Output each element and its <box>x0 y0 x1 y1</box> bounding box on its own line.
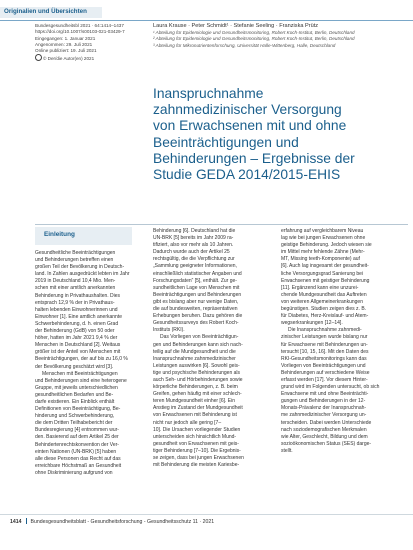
text-line: sundheitlichen Lage von Menschen mit <box>153 284 240 291</box>
header-rule <box>0 20 413 21</box>
text-column-1 <box>35 250 139 477</box>
text-line: der Bevölkerung geschätzt wird [3]. <box>35 363 114 370</box>
text-line: gesundheit von Erwachsenen mit geis- <box>153 440 239 447</box>
title-line: zahnmedizinischer Versorgung <box>153 102 342 118</box>
article-title <box>153 86 408 183</box>
text-line: Bundesregierung [4] entnommen wur- <box>35 427 119 434</box>
text-line: Forschungsdaten“ [5], enthält. Zur ge- <box>153 277 237 284</box>
meta-copyright: © Der/die Autor(en) 2021 <box>35 54 137 62</box>
text-line: und Behinderungen betreffen einen <box>35 257 114 264</box>
title-line: Behinderungen – Ergebnisse der <box>153 150 355 166</box>
text-line: für Erwachsene mit Behinderungen un- <box>281 341 368 348</box>
text-line: geistige Behinderung. Jedoch wiesen sie <box>281 242 372 249</box>
footer-separator <box>26 518 27 524</box>
text-line: stellt. <box>281 447 293 454</box>
footer-rule <box>0 514 413 515</box>
text-line: UN-BRK [5] bereits im Jahr 2009 ra- <box>153 235 234 242</box>
meta-doi[interactable]: https://doi.org/10.1007/s00103-021-03429-7 <box>35 29 125 35</box>
text-line: einten Nationen (UN-BRK) [5] haben <box>35 448 117 455</box>
text-line: Definitionen von Beeinträchtigung, Be- <box>35 406 121 413</box>
text-line: auch Seh- und Hörbehinderungen sowie <box>153 376 243 383</box>
text-line: Gesundheitliche Beeinträchtigungen <box>35 250 116 256</box>
text-line: erreichbare Höchstmaß an Gesundheit <box>35 462 122 469</box>
section-rule <box>35 224 408 225</box>
text-line: Instituts (RKI). <box>153 327 185 334</box>
text-line: tige und psychische Behinderungen als <box>153 369 241 376</box>
text-line: [11]. Ergänzend kann eine unzurei- <box>281 284 359 291</box>
text-line: Leistungen auswirken [6]. Sowohl geis- <box>153 362 240 369</box>
meta-published: Online publiziert: 19. Juli 2021 <box>35 48 97 54</box>
text-line: körperliche Behinderungen, z. B. beim <box>153 384 238 391</box>
text-line: die auf bundesweiten, repräsentativen <box>153 306 238 313</box>
text-line: 10]. Die Ursachen vorliegender Studien <box>153 426 241 433</box>
text-line: einschließlich statistischer Angaben und <box>153 270 242 277</box>
text-line: gen und Behinderungen kann sich nach- <box>153 341 243 348</box>
text-line: gesundheitlichen Bedarfen und Be- <box>35 391 114 398</box>
text-line: grund wird im Folgenden untersucht, ob sich <box>281 384 380 391</box>
text-line: sozioökonomischen Status (SES) darge- <box>281 440 372 447</box>
text-line: Greifen, gehen häufig mit einer schlech- <box>153 391 242 398</box>
text-line: schen mit einer amtlich anerkannten <box>35 285 116 292</box>
text-line: terscheiden. Dabei werden Unterschiede <box>281 419 372 426</box>
text-line: darfe existieren. Ein Einblick enthält <box>35 398 115 405</box>
journal-name: Bundesgesundheitsblatt - Gesundheitsforschung - Gesundheitsschutz 11 · 2021 <box>30 519 215 525</box>
text-line: Behinderung in Privathaushalten. Dies <box>35 292 121 299</box>
text-line: im Mittel mehr fehlende Zähne (Mehr- <box>281 249 365 256</box>
affiliation-2: ² Abteilung für Epidemiologie und Gesundheitsmonitoring, Robert Koch-Institut, Berlin, Deutschland <box>153 36 355 42</box>
text-column-2 <box>153 228 257 469</box>
text-line: liche Versorgungsgrad Sanierung bei <box>281 270 363 277</box>
text-line: von Erwachsenen mit Behinderung ist <box>153 412 237 419</box>
rubric-text: Originalien und Übersichten <box>4 8 87 15</box>
article-meta <box>35 23 137 63</box>
affiliation-3: ³ Abteilung für Mikronutrientenforschung, Universität Halle-Wittenberg, Halle, Deutschland <box>153 42 336 48</box>
text-line: Beeinträchtigungen und Behinderungen <box>153 291 242 298</box>
section-heading: Einleitung <box>44 231 75 238</box>
text-line: land. In Zahlen ausgedrückt lebten im Jahr <box>35 271 130 278</box>
text-column-3 <box>281 228 385 455</box>
text-line: Menschen mit Beeinträchtigungen <box>42 370 118 377</box>
text-line: Behindertenrechtskonvention der Ver- <box>35 441 119 448</box>
text-line: höher, hatten im Jahr 2021 9,4 % der <box>35 335 118 342</box>
text-line: se zeigen, dass bei jungen Erwachsenen <box>153 455 244 461</box>
text-line: Anstieg im Zustand der Mundgesundheit <box>153 405 243 412</box>
title-line: Studie GEDA 2014/2015-EHIS <box>153 167 341 183</box>
text-line: größer ist der Anteil von Menschen mit <box>35 349 121 356</box>
text-line: rechtsgültig, die die Verpflichtung zur <box>153 256 235 263</box>
text-line: Schwerbehinderung, d. h. einen Grad <box>35 320 119 327</box>
text-line: wie Alter, Geschlecht, Bildung und dem <box>281 433 368 440</box>
text-line: „Sammlung geeigneter Informationen, <box>153 263 237 270</box>
text-line: Gruppe, mit jeweils unterschiedlichen <box>35 384 118 391</box>
text-line: erfasst werden [17]. Vor diesem Hinter- <box>281 376 368 383</box>
text-line: Behinderung [6]. Deutschland hat die <box>153 228 236 234</box>
text-line: Erwachsene mit und ohne Beeinträchti- <box>281 391 369 398</box>
text-line: Dadurch wurde auch der Artikel 25 <box>153 249 230 256</box>
meta-citation: Bundesgesundheitsbl 2021 · 64:1414–1437 <box>35 23 124 28</box>
text-line: Einwohner [1]. Eine amtlich anerkannte <box>35 313 122 320</box>
meta-accepted: Angenommen: 29. Juli 2021 <box>35 41 93 47</box>
author-block <box>153 23 408 49</box>
text-line: für Diabetes, Herz-Kreislauf- und Atem- <box>281 313 369 320</box>
title-line: von Erwachsenen mit und ohne <box>153 118 347 134</box>
text-line: alle diese Personen das Recht auf das <box>35 455 121 462</box>
rubric-label <box>0 7 102 18</box>
text-line: die dem Dritten Teilhabebericht der <box>35 420 113 427</box>
text-line: nicht nur jedoch alle gering [7– <box>153 419 222 426</box>
text-line: großen Teil der Bevölkerung in Deutsch- <box>35 264 125 271</box>
text-line: begünstigen. Studien zeigen dies z. B. <box>281 306 367 313</box>
text-line: halten lebenden Einwohnerinnen und <box>35 306 118 313</box>
text-line: nach soziodemografischen Merkmalen <box>281 426 367 433</box>
text-line: gungen und Behinderungen in der 12- <box>281 398 366 405</box>
page-number: 1414 <box>10 519 22 525</box>
text-line: erfahrung auf vergleichbarem Niveau <box>281 228 364 234</box>
text-line: teilig auf die Mundgesundheit und die <box>153 348 236 355</box>
text-line: teren Mundgesundheit einher [6]. Ein <box>153 398 235 405</box>
text-line: Erwachsenen mit geistiger Behinderung <box>281 277 370 284</box>
section-heading-box <box>35 227 132 245</box>
text-line: Das Vorliegen von Beeinträchtigun- <box>160 334 239 341</box>
text-line: gibt es bislang aber nur wenige Daten, <box>153 298 239 305</box>
affiliation-1: ¹ Abteilung für Epidemiologie und Gesundheitsmonitoring, Robert Koch-Institut, Berlin, Deutschland <box>153 30 355 35</box>
text-line: unterscheiden sich hinsichtlich Mund- <box>153 433 237 440</box>
text-line: Inanspruchnahme zahnmedizinischer <box>153 355 236 362</box>
text-line: zinischer Leistungen wurde bislang nur <box>281 334 368 341</box>
text-line: und Behinderungen sind eine heterogene <box>35 377 127 384</box>
text-line: Menschen in Deutschland [2]. Weitaus <box>35 342 121 349</box>
author-names: Laura Krause · Peter Schmidt¹ · Stefanie Seeling · Franziska Prütz <box>153 23 319 29</box>
text-line: [6]. Auch lag insgesamt der gesundheit- <box>281 263 369 270</box>
text-line: Gesundheitssurveys des Robert Koch- <box>153 320 239 327</box>
title-line: Beeinträchtigungen und <box>153 134 299 150</box>
text-line: RKI-Gesundheitsmonitorings kann das <box>281 355 367 362</box>
text-line: ohne Diskriminierung aufgrund von <box>35 469 113 476</box>
page-footer <box>10 518 214 525</box>
text-line: tifiziert, also vor mehr als 10 Jahren. <box>153 242 234 249</box>
text-line: mit Behinderung die meisten Kariesbe- <box>153 462 240 469</box>
text-line: chende Mundgesundheit das Auftreten <box>281 291 367 298</box>
text-line: den. Basierend auf dem Artikel 25 der <box>35 434 119 441</box>
text-line: tersucht [10, 15, 16]. Mit den Daten des <box>281 348 369 355</box>
title-line: Inanspruchnahme <box>153 86 264 101</box>
text-line: Beeinträchtigungen, der auf bis zu 16,0 % <box>35 356 128 363</box>
text-line: entsprach 12,9 % der in Privathaus- <box>35 299 115 306</box>
text-line: wegserkrankungen [12–14]. <box>281 320 343 327</box>
text-line: der Behinderung (GdB) von 50 oder <box>35 328 115 335</box>
text-line: MT, Missing teeth-Komponente) auf <box>281 256 360 263</box>
text-line: me zahnmedizinischer Versorgung un- <box>281 412 367 419</box>
text-line: lag wie bei jungen Erwachsenen ohne <box>281 235 366 242</box>
meta-received: Eingegangen: 1. Januar 2021 <box>35 35 96 41</box>
text-line: Erhebungen beruhen. Dazu gehören die <box>153 313 243 320</box>
text-line: Die Inanspruchnahme zahnmedi- <box>288 327 362 334</box>
text-line: Behinderungen auf verschiedene Weise <box>281 369 370 376</box>
text-line: 2019 in Deutschland 10,4 Mio. Men- <box>35 278 116 285</box>
text-line: Monats-Prävalenz der Inanspruchnah- <box>281 405 367 412</box>
text-line: tiger Behinderung [7–10]. Die Ergebnis- <box>153 447 241 454</box>
text-line: Vorliegen von Beeinträchtigungen und <box>281 362 366 369</box>
text-line: hinderung und Schwerbehinderung, <box>35 413 115 420</box>
text-line: von weiteren Allgemeinerkrankungen <box>281 298 363 305</box>
open-access-icon <box>35 54 42 61</box>
